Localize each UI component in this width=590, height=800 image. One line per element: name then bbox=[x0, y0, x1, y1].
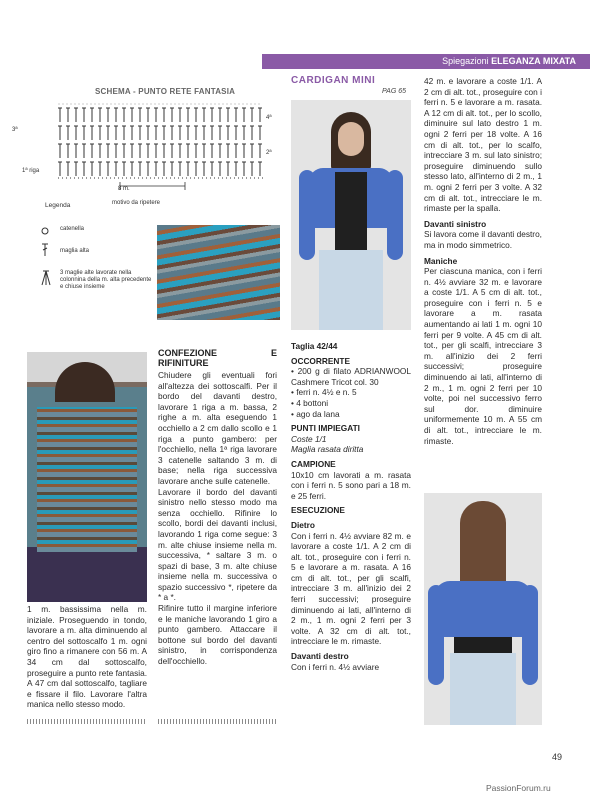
right-column bbox=[424, 76, 542, 446]
row-label-4: 4ª bbox=[266, 115, 272, 121]
header-section: ELEGANZA MIXATA bbox=[491, 56, 576, 66]
confezione-section bbox=[158, 348, 277, 667]
legend-title: Legenda bbox=[45, 202, 71, 209]
campione-text: 10x10 cm lavorati a m. rasata con i ferri n. 5 sono pari a 18 m. e 25 ferri. bbox=[291, 469, 411, 501]
double-crochet-icon bbox=[40, 243, 50, 257]
repeat-label: motivo da ripetere bbox=[112, 200, 161, 206]
left-paragraph: 1 m. bassissima nella m. iniziale. Proseguendo in tondo, lavorare a m. alta diminuendo al centro del sottoscalfo 1 m. ogni giro fino a rimanere con 56 m. A 34 cm dal sottoscalfo, proseguire a punto rete fantasia. A 47 cm dal sottoscalfo, tagliare e fissare il filo. Lavorare l'altra manica nello stesso modo. bbox=[27, 604, 147, 710]
dietro-heading: Dietro bbox=[291, 519, 315, 530]
width-label: 8 m. bbox=[118, 186, 130, 192]
row-label-1: 1ª riga bbox=[22, 168, 40, 174]
schema-title: SCHEMA - PUNTO RETE FANTASIA bbox=[95, 87, 236, 96]
materials-list bbox=[291, 366, 411, 419]
page-number: 49 bbox=[552, 752, 563, 762]
crochet-chart bbox=[30, 96, 280, 201]
cardigan-photo bbox=[291, 100, 411, 330]
cardigan-title: CARDIGAN MINI bbox=[291, 75, 376, 86]
confezione-p2: Lavorare il bordo del davanti sinistro nello stesso modo ma senza occhiello. Rifinire lo scollo, bordi dei davanti inclusi, lavorando 1 riga come segue: 3 m. alte chiuse insieme nella m. successiva, * saltare 3 m. o spazi di base, 3 m. alte chiuse insieme nella m. successiva o spazio successivo *, ripetere da * a *. bbox=[158, 486, 277, 603]
dietro-text: Con i ferri n. 4½ avviare 82 m. e lavorare a coste 1/1. A 2 cm di alt. tot., proseguire con i ferri n. 5 e lavorare a m. rasata. A 16 cm di alt. tot., per gli scalfi, intrecciare 3 m. all'inizio dei 2 ferri successivi; proseguire diminuendo ai lati, all'interno di 2 m., 1 m. ogni 2 ferri per 3 volte. A 32 cm di alt. tot., intrecciare le m. rimaste. bbox=[291, 530, 411, 647]
punti-heading: PUNTI IMPIEGATI bbox=[291, 423, 360, 434]
maniche-text: Per ciascuna manica, con i ferri n. 4½ avviare 32 m. e lavorare a coste 1/1. A 5 cm di alt. tot., proseguire con i ferri n. 5 e lavorare a m. rasata aumentando ai lati 1 m. ogni 10 ferri per 9 volte. A 45 cm di alt. tot., per gli scalfi, intrecciare 3 m. all'inizio dei 2 ferri successivi; proseguire diminuendo ai lati, all'interno di 2 m., 1 m. ogni 2 ferri per 10 volte, poi nel successivo ferro sul dor. diminuire uniformemente 10 m. A 55 cm di alt. tot., intrecciare le m. rimaste. bbox=[424, 266, 542, 446]
cardigan-instructions bbox=[291, 341, 411, 672]
list-item: • 4 bottoni bbox=[291, 398, 411, 409]
cluster-icon bbox=[40, 270, 52, 286]
punti-item: Maglia rasata diritta bbox=[291, 444, 364, 455]
campione-heading: CAMPIONE bbox=[291, 458, 336, 469]
row-label-2: 2ª bbox=[266, 150, 272, 156]
sinistro-heading: Davanti sinistro bbox=[424, 218, 487, 229]
row-label-3: 3ª bbox=[12, 127, 18, 133]
header-prefix: Spiegazioni bbox=[442, 56, 492, 66]
size-label: Taglia 42/44 bbox=[291, 341, 338, 351]
circle-icon bbox=[40, 223, 50, 233]
confezione-p1: Chiudere gli eventuali fori all'altezza dei sottoscalfi. Per il bordo del davanti destro, lavorare 1 riga a m. bassa, 2 righe a m. alta eseguendo 1 occhiello a 2 cm dallo scollo e 1 riga a punto gambero: per l'occhiello, nella 1ª riga lavorare 3 catenelle saltando 3 m. di base; nella riga successiva lavorare anche sulle catenelle. bbox=[158, 370, 277, 486]
page-ref: PAG 65 bbox=[382, 88, 406, 95]
list-item: • ago da lana bbox=[291, 409, 411, 420]
legend-item-2: maglia alta bbox=[60, 248, 90, 254]
destro-continued: 42 m. e lavorare a coste 1/1. A 2 cm di alt. tot., proseguire con i ferri n. 5 e lavorare a m. rasata. A 12 cm di alt. tot., per lo scollo, diminuire sul lato destro 1 m. ogni 2 ferri per 18 volte. A 16 cm di alt. tot., per lo scalfo, intrecciare 3 m. sul lato sinistro; proseguire diminuendo sullo stesso lato, all'interno di 2 m., 1 m. ogni 2 ferri per 3 volte. A 32 cm di alt. tot., intrecciare le m. rimaste per la spalla. bbox=[424, 76, 542, 214]
occorrente-heading: OCCORRENTE bbox=[291, 355, 351, 366]
legend-item-1: catenella bbox=[60, 226, 85, 232]
esecuzione-heading: ESECUZIONE bbox=[291, 505, 345, 516]
list-item: • ferri n. 4½ e n. 5 bbox=[291, 387, 411, 398]
destro-heading: Davanti destro bbox=[291, 651, 349, 662]
watermark: PassionForum.ru bbox=[486, 783, 551, 793]
section-header bbox=[262, 54, 590, 69]
list-item: • 200 g di filato ADRIANWOOL Cashmere Tricot col. 30 bbox=[291, 366, 411, 387]
confezione-p3: Rifinire tutto il margine inferiore e le maniche lavorando 1 giro a punto gambero. Attaccare il bottone sul bordo del davanti sinistro, in corrispondenza dell'occhiello. bbox=[158, 603, 277, 667]
punti-item: Coste 1/1 bbox=[291, 433, 327, 444]
destro-text: Con i ferri n. 4½ avviare bbox=[291, 661, 380, 672]
sinistro-text: Si lavora come il davanti destro, ma in modo simmetrico. bbox=[424, 229, 542, 250]
cardigan-back-photo bbox=[424, 493, 542, 725]
legend-item-3: 3 maglie alte lavorate nella colonnina della m. alta precedente e chiuse insieme bbox=[60, 270, 152, 290]
sweater-photo bbox=[27, 352, 147, 602]
maniche-heading: Maniche bbox=[424, 255, 458, 266]
divider bbox=[158, 719, 277, 724]
swatch-photo bbox=[157, 225, 280, 320]
divider bbox=[27, 719, 147, 724]
confezione-heading: CONFEZIONE E RIFINITURE bbox=[158, 348, 277, 368]
left-text bbox=[27, 604, 147, 710]
